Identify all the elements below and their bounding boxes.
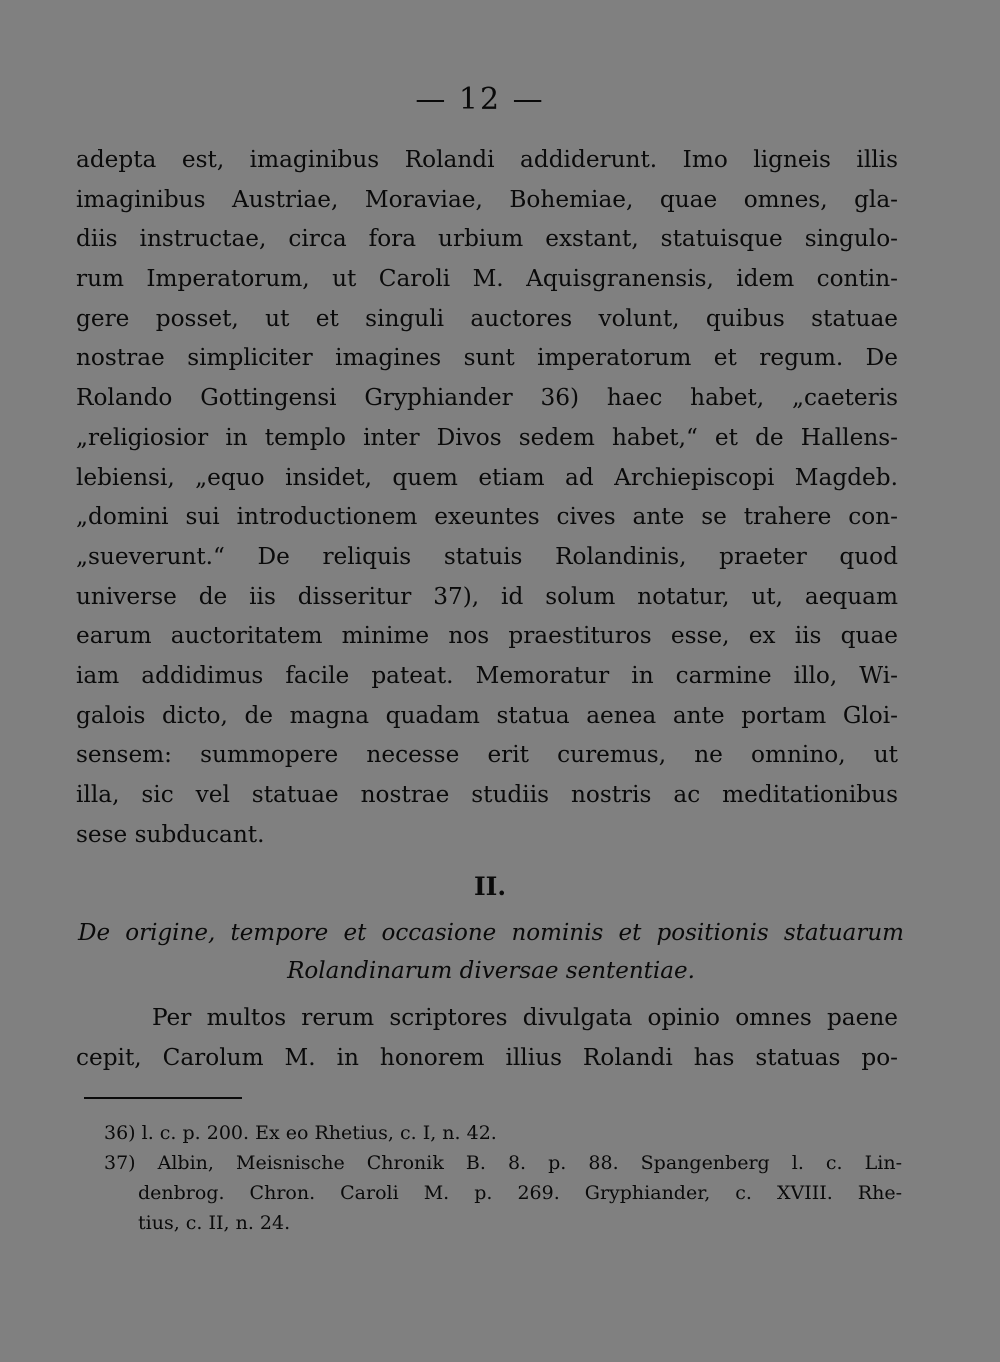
footnote-36: 36) l. c. p. 200. Ex eo Rhetius, c. I, n. 42. (104, 1122, 497, 1144)
footnote-37-cont: denbrog. Chron. Caroli M. p. 269. Gryphiander, c. XVIII. Rhe- (138, 1182, 902, 1204)
text-line: „religiosior in templo inter Divos sedem habet,“ et de Hallens- (76, 423, 898, 451)
section-title (78, 914, 904, 990)
second-paragraph (76, 998, 898, 1077)
section-title-line: Rolandinarum diversae sententiae. (287, 958, 695, 984)
text-line: Per multos rerum scriptores divulgata opinio omnes paene (152, 1004, 898, 1031)
section-title-line: De origine, tempore et occasione nominis et positionis statuarum (78, 920, 904, 946)
text-line: nostrae simpliciter imagines sunt imperatorum et regum. De (76, 344, 898, 372)
text-line: galois dicto, de magna quadam statua aenea ante portam Gloi- (76, 701, 898, 729)
text-line: „sueverunt.“ De reliquis statuis Rolandinis, praeter quod (76, 542, 898, 570)
text-line: iam addidimus facile pateat. Memoratur in carmine illo, Wi- (76, 661, 898, 689)
text-line: Rolando Gottingensi Gryphiander 36) haec habet, „caeteris (76, 384, 898, 412)
section-number: II. (473, 872, 507, 901)
text-line: diis instructae, circa fora urbium exstant, statuisque singulo- (76, 225, 898, 253)
text-line: sensem: summopere necesse erit curemus, ne omnino, ut (76, 741, 898, 769)
footnote-rule (84, 1097, 242, 1099)
text-line: imaginibus Austriae, Moraviae, Bohemiae, quae omnes, gla- (76, 185, 898, 213)
text-line: earum auctoritatem minime nos praestituros esse, ex iis quae (76, 622, 898, 650)
page-number: — 12 — (415, 82, 545, 117)
text-line: universe de iis disseritur 37), id solum notatur, ut, aequam (76, 582, 898, 610)
text-line: rum Imperatorum, ut Caroli M. Aquisgranensis, idem contin- (76, 265, 898, 293)
text-line: lebiensi, „equo insidet, quem etiam ad Archiepiscopi Magdeb. (76, 463, 898, 491)
footnote-37: 37) Albin, Meisnische Chronik B. 8. p. 88. Spangenberg l. c. Lin- (104, 1152, 902, 1174)
footnotes (104, 1118, 902, 1238)
text-line: sese subducant. (76, 820, 265, 848)
footnote-37-cont: tius, c. II, n. 24. (138, 1212, 291, 1234)
main-paragraph (76, 140, 898, 854)
text-line: adepta est, imaginibus Rolandi addiderunt. Imo ligneis illis (76, 146, 898, 173)
text-line: illa, sic vel statuae nostrae studiis nostris ac meditationibus (76, 781, 898, 808)
text-line: cepit, Carolum M. in honorem illius Rolandi has statuas po- (76, 1043, 898, 1071)
text-line: gere posset, ut et singuli auctores volunt, quibus statuae (76, 304, 898, 332)
text-line: „domini sui introductionem exeuntes cives ante se trahere con- (76, 503, 898, 531)
